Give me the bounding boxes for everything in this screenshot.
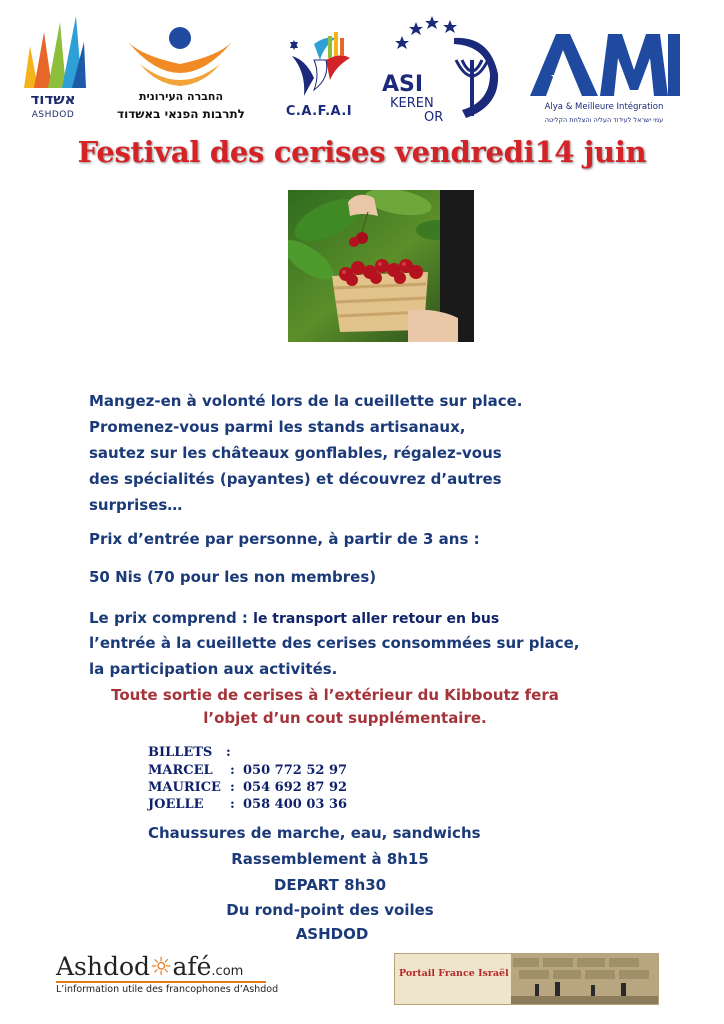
cup-icon: ☼ <box>150 952 173 981</box>
info-city: ASHDOD <box>295 925 369 943</box>
brand-part-ashdod: Ashdod <box>56 952 151 981</box>
brand-part-com: .com <box>211 964 244 979</box>
contact-separator: : <box>230 797 235 812</box>
tickets-label: BILLETS <box>148 745 213 760</box>
warning-line-1: Toute sortie de cerises à l’extérieur du Kibboutz fera <box>111 686 559 704</box>
brand-part-cafe: afé <box>172 952 212 981</box>
ami-logo <box>526 30 682 126</box>
contact-separator: : <box>230 780 235 795</box>
ashdod-latin-text: ASHDOD <box>31 110 75 120</box>
contact-name: JOELLE <box>148 797 204 812</box>
info-departure-time: DEPART 8h30 <box>273 876 387 894</box>
ashdod-logo <box>14 12 92 120</box>
contact-name: MARCEL <box>148 763 213 778</box>
ami-subtitle: Alya & Meilleure Intégration <box>544 102 664 112</box>
description-line-4: des spécialités (payantes) et découvrez d’autres <box>89 470 502 488</box>
price-value: 50 Nis (70 pour les non membres) <box>89 568 377 586</box>
description-line-3: sautez sur les châteaux gonflables, régalez-vous <box>89 444 502 462</box>
cafai-name: C.A.F.A.I <box>285 104 353 119</box>
asi-keren-or-logo <box>382 14 512 124</box>
society-line2: לתרבות הפנאי באשדוד <box>117 107 245 121</box>
ami-hebrew-text: עמי ישראל לעידוד העליה והצלחת הקליטה <box>544 116 664 124</box>
ashdodcafe-tagline: L’information utile des francophones d’Ashdod <box>56 984 279 995</box>
cafai-icon <box>284 30 354 98</box>
contact-name: MAURICE <box>148 780 221 795</box>
info-meeting-time: Rassemblement à 8h15 <box>231 850 429 868</box>
portail-france-israel-banner <box>394 953 659 1005</box>
contact-separator: : <box>230 763 235 778</box>
contact-phone: 054 692 87 92 <box>243 780 348 795</box>
society-line1: החברה העירונית <box>138 90 224 103</box>
includes-label: Le prix comprend : <box>89 609 248 627</box>
includes-item-picking: l’entrée à la cueillette des cerises consommées sur place, <box>89 634 580 652</box>
asi-sub1: KEREN <box>390 96 434 111</box>
ashdodcafe-brand <box>56 952 243 981</box>
description-line-1: Mangez-en à volonté lors de la cueillette sur place. <box>89 392 523 410</box>
description-line-5: surprises… <box>89 496 183 514</box>
cherry-basket-photo <box>288 190 474 342</box>
tickets-separator: : <box>226 745 231 760</box>
ashdodcafe-logo <box>52 948 279 1000</box>
includes-line-1 <box>89 609 499 627</box>
asi-name: ASI <box>382 72 424 97</box>
western-wall-photo-icon <box>395 954 658 1004</box>
includes-item-transport: le transport aller retour en bus <box>253 611 500 627</box>
contact-phone: 050 772 52 97 <box>243 763 348 778</box>
info-meeting-place: Du rond-point des voiles <box>226 901 434 919</box>
cafai-logo <box>284 30 354 124</box>
portail-label: Portail France Israël <box>399 968 509 979</box>
info-gear: Chaussures de marche, eau, sandwichs <box>148 824 481 842</box>
contact-phone: 058 400 03 36 <box>243 797 348 812</box>
society-logo <box>100 26 262 122</box>
description-line-2: Promenez-vous parmi les stands artisanaux, <box>89 418 466 436</box>
ashdod-hebrew-text: אשדוד <box>30 90 76 108</box>
warning-line-2: l’objet d’un cout supplémentaire. <box>203 709 487 727</box>
ashdod-city-icon <box>20 16 86 88</box>
price-label: Prix d’entrée par personne, à partir de 3 ans : <box>89 530 480 548</box>
page-title: Festival des cerises vendredi14 juin <box>77 135 647 169</box>
cherry-basket-icon <box>288 190 474 342</box>
includes-item-activities: la participation aux activités. <box>89 660 338 678</box>
asi-sub2: OR <box>424 110 444 125</box>
ami-star-icon <box>526 30 682 100</box>
partner-logos <box>0 0 724 130</box>
society-culture-icon <box>122 26 238 88</box>
